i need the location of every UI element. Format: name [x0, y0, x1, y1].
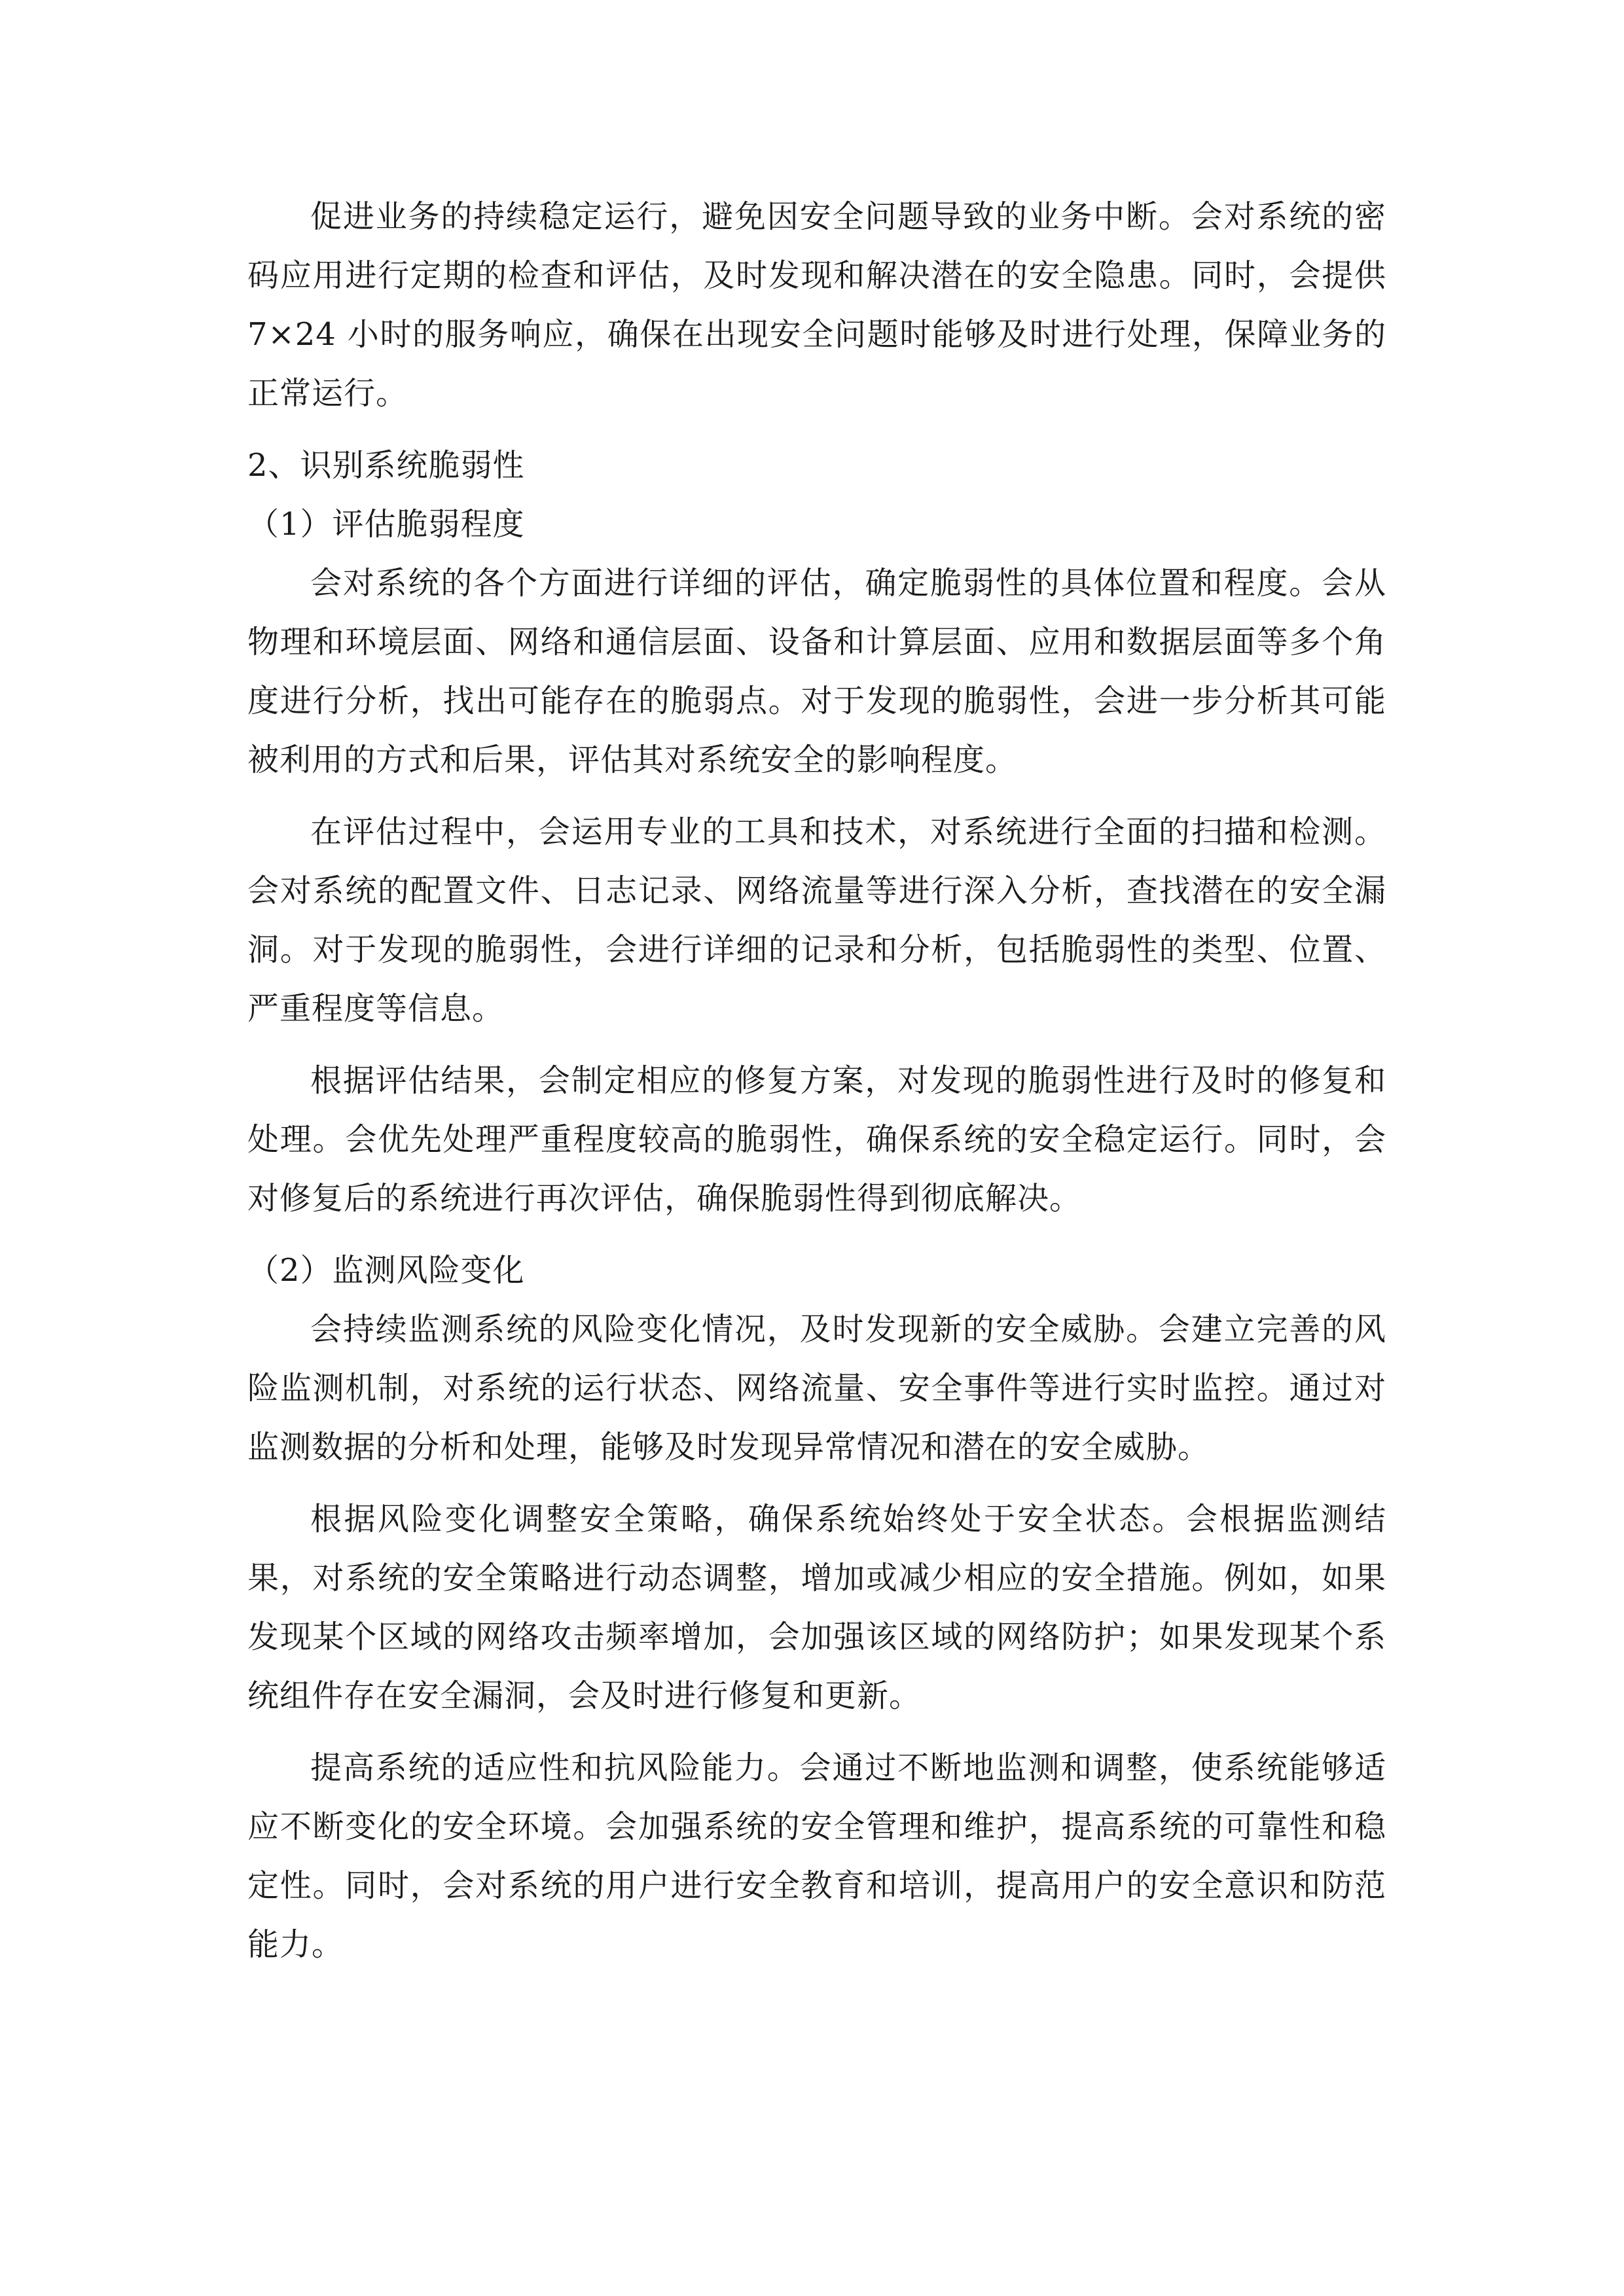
body-paragraph: 促进业务的持续稳定运行，避免因安全问题导致的业务中断。会对系统的密码应用进行定期的检查和评估，及时发现和解决潜在的安全隐患。同时，会提供 7×24 小时的服务响应，确保在出现安全问题时能够及时进行处理，保障业务的正常运行。: [247, 198, 1386, 412]
subsection-heading: （2）监测风险变化: [247, 1252, 525, 1289]
subsection-heading: （1）评估脆弱程度: [247, 506, 525, 543]
body-paragraph: 提高系统的适应性和抗风险能力。会通过不断地监测和调整，使系统能够适应不断变化的安全环境。会加强系统的安全管理和维护，提高系统的可靠性和稳定性。同时，会对系统的用户进行安全教育和培训，提高用户的安全意识和防范能力。: [247, 1749, 1386, 1963]
body-paragraph: 会对系统的各个方面进行详细的评估，确定脆弱性的具体位置和程度。会从物理和环境层面、网络和通信层面、设备和计算层面、应用和数据层面等多个角度进行分析，找出可能存在的脆弱点。对于发现的脆弱性，会进一步分析其可能被利用的方式和后果，评估其对系统安全的影响程度。: [247, 565, 1386, 778]
body-paragraph: 根据评估结果，会制定相应的修复方案，对发现的脆弱性进行及时的修复和处理。会优先处理严重程度较高的脆弱性，确保系统的安全稳定运行。同时，会对修复后的系统进行再次评估，确保脆弱性得到彻底解决。: [247, 1062, 1386, 1217]
body-paragraph: 在评估过程中，会运用专业的工具和技术，对系统进行全面的扫描和检测。会对系统的配置文件、日志记录、网络流量等进行深入分析，查找潜在的安全漏洞。对于发现的脆弱性，会进行详细的记录和分析，包括脆弱性的类型、位置、严重程度等信息。: [247, 814, 1386, 1027]
body-paragraph: 根据风险变化调整安全策略，确保系统始终处于安全状态。会根据监测结果，对系统的安全策略进行动态调整，增加或减少相应的安全措施。例如，如果发现某个区域的网络攻击频率增加，会加强该区域的网络防护；如果发现某个系统组件存在安全漏洞，会及时进行修复和更新。: [247, 1501, 1386, 1714]
section-heading: 2、识别系统脆弱性: [247, 447, 525, 484]
document-body: [247, 187, 1386, 1987]
body-paragraph: 会持续监测系统的风险变化情况，及时发现新的安全威胁。会建立完善的风险监测机制，对系统的运行状态、网络流量、安全事件等进行实时监控。通过对监测数据的分析和处理，能够及时发现异常情况和潜在的安全威胁。: [247, 1311, 1386, 1465]
